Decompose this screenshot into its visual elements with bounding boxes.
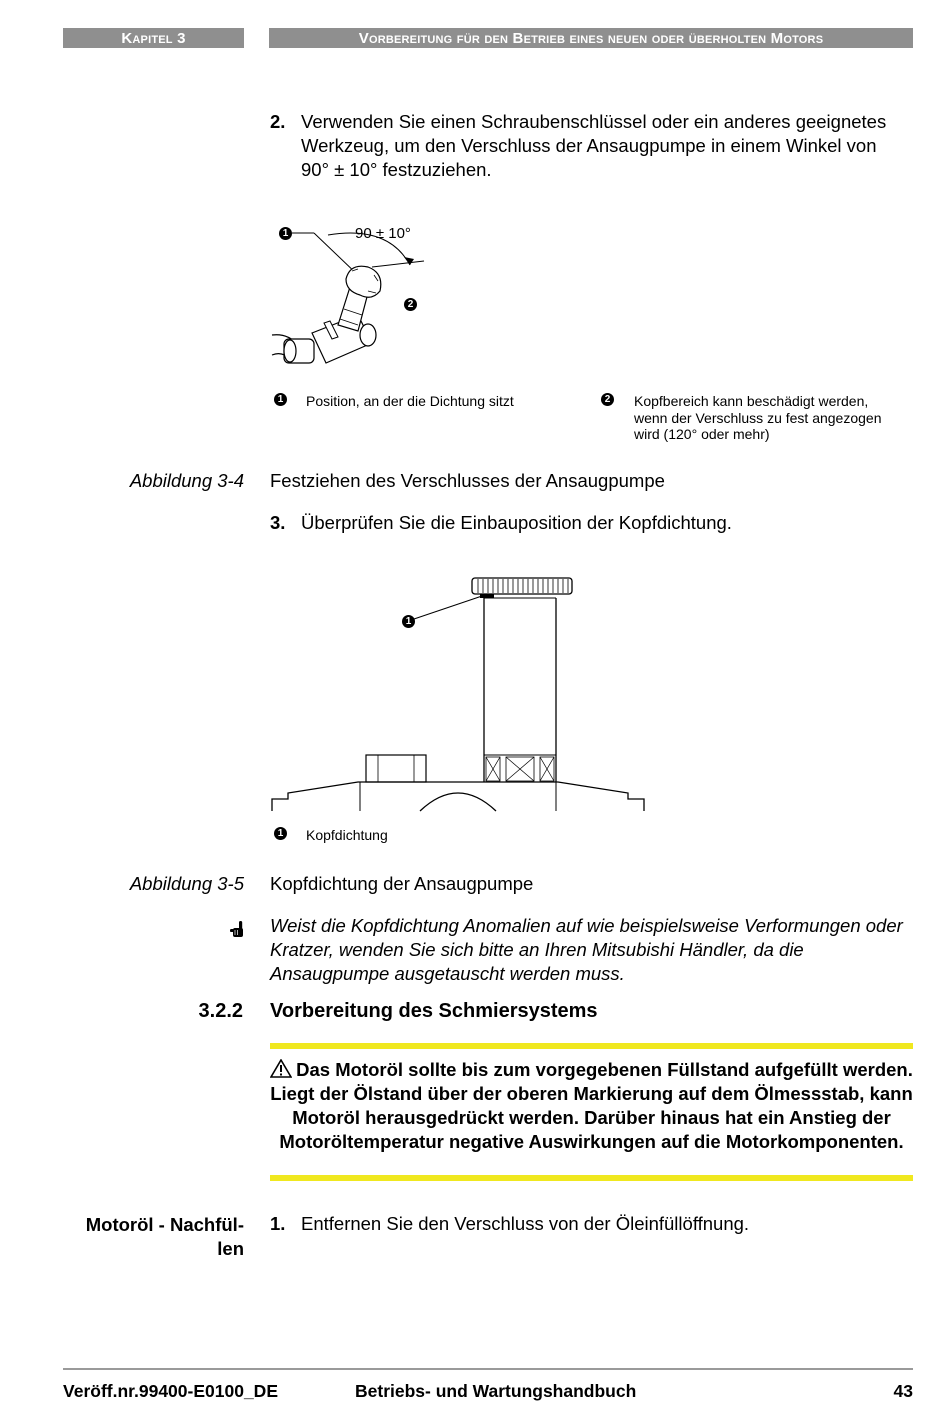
legend-number-1: 1	[274, 827, 287, 840]
warning-text: Das Motoröl sollte bis zum vorgegebenen Füllstand aufgefüllt werden. Liegt der Ölstand über der oberen Markierung auf dem Ölmessstab, kann Motoröl herausgedrückt werden. Darüber hinaus hat ein Anstieg der Motoröltemperatur negative Auswirkungen auf die Motorkomponenten.	[270, 1059, 913, 1152]
step-number: 1.	[270, 1213, 286, 1234]
section-number: 3.2.2	[198, 1000, 243, 1022]
step-2	[270, 110, 920, 182]
warning-box	[270, 1043, 913, 1181]
callout-2-figure1: 2	[404, 298, 417, 311]
step-text: Überprüfen Sie die Einbauposition der Kopfdichtung.	[301, 512, 732, 533]
section-title: Vorbereitung des Schmiersystems	[270, 1000, 598, 1022]
angle-label: 90 ± 10°	[355, 225, 411, 242]
step-text: Verwenden Sie einen Schraubenschlüssel oder ein anderes geeignetes Werkzeug, um den Verschluss der Ansaugpumpe in einem Winkel von 90° ± 10° festzuziehen.	[301, 111, 887, 180]
figure-caption-label: Abbildung 3-4	[129, 470, 244, 491]
note-text: Weist die Kopfdichtung Anomalien auf wie beispielsweise Verformungen oder Kratzer, wenden Sie sich bitte an Ihren Mitsubishi Händler, da die Ansaugpumpe ausgetauscht werden muss.	[270, 915, 903, 984]
step-number: 2.	[270, 111, 286, 132]
chapter-header	[63, 28, 244, 48]
figure-head-gasket	[268, 575, 650, 815]
footer-divider	[63, 1368, 913, 1370]
figure-caption-text: Kopfdichtung der Ansaugpumpe	[270, 873, 534, 894]
legend-text-1: Kopfdichtung	[306, 827, 388, 843]
callout-1-figure1: 1	[279, 227, 292, 240]
side-label-line2: len	[217, 1238, 244, 1259]
callout-1-figure2: 1	[402, 615, 415, 628]
chapter-label: Kapitel 3	[121, 30, 186, 47]
chapter-title: Vorbereitung für den Betrieb eines neuen oder überholten Motors	[358, 30, 824, 47]
step-number: 3.	[270, 512, 286, 533]
legend-text-2: Kopfbereich kann beschädigt werden, wenn der Verschluss zu fest angezogen wird (120° oder mehr)	[634, 393, 882, 442]
figure-caption-text: Festziehen des Verschlusses der Ansaugpumpe	[270, 470, 665, 491]
page-number: 43	[893, 1381, 913, 1401]
legend-number-1: 1	[274, 393, 287, 406]
step-text: Entfernen Sie den Verschluss von der Öleinfüllöffnung.	[301, 1213, 750, 1234]
warning-triangle-icon	[270, 1059, 292, 1078]
side-label-oil-refill	[64, 1213, 244, 1261]
side-label-line1: Motoröl - Nachfül-	[85, 1214, 244, 1235]
warning-content	[270, 1058, 913, 1154]
figure-caption-label: Abbildung 3-5	[129, 873, 244, 894]
legend-text-1: Position, an der die Dichtung sitzt	[306, 393, 514, 409]
hand-pointer-icon	[230, 921, 244, 938]
footer-pub-number: Veröff.nr.99400-E0100_DE	[63, 1381, 278, 1401]
chapter-title-header	[269, 28, 913, 48]
footer-manual-title: Betriebs- und Wartungshandbuch	[355, 1381, 637, 1401]
step-refill-1	[270, 1212, 920, 1236]
step-3	[270, 511, 920, 535]
legend-number-2: 2	[601, 393, 614, 406]
